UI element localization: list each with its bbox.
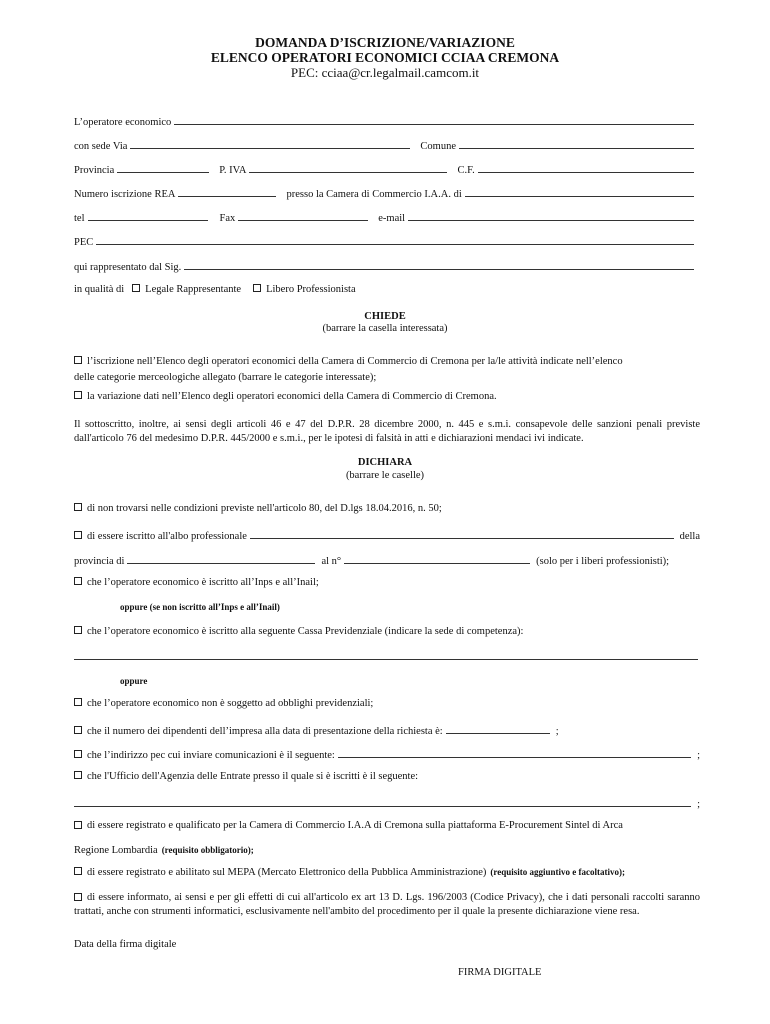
oppure-cassa-text: oppure <box>120 676 148 686</box>
iscrizione-text-cont: delle categorie merceologiche allegato (barrare le categorie interessate); <box>74 372 377 383</box>
email-field[interactable] <box>408 210 694 221</box>
privacy-checkbox[interactable] <box>74 893 82 901</box>
agenzia-entrate-checkbox[interactable] <box>74 771 82 779</box>
row-sede <box>74 138 700 152</box>
variazione-checkbox[interactable] <box>74 391 82 399</box>
libero-label: Libero Professionista <box>266 284 356 295</box>
pec-label: PEC <box>74 237 94 248</box>
data-firma-label: Data della firma digitale <box>74 939 177 950</box>
dichiara-item-4 <box>74 626 700 637</box>
firma-digitale-label: FIRMA DIGITALE <box>458 967 542 978</box>
dichiara-item-3 <box>74 577 700 588</box>
albo-text: di essere iscritto all'albo professionale <box>87 531 247 542</box>
provincia-label: Provincia <box>74 165 115 176</box>
row-qualita <box>74 284 700 295</box>
legale-label: Legale Rappresentante <box>145 284 242 295</box>
camera-field[interactable] <box>465 186 694 197</box>
iscrizione-text: l’iscrizione nell’Elenco degli operatori economici della Camera di Commercio di Cremona per la/le attività indicate nell’elenco <box>87 356 623 367</box>
agenzia-entrate-semicolon: ; <box>697 799 700 810</box>
row-operatore <box>74 114 700 128</box>
dichiara-subtitle: (barrare le caselle) <box>345 470 425 481</box>
rappresentato-label: qui rappresentato dal Sig. <box>74 262 182 273</box>
oppure-cassa <box>120 676 746 686</box>
row-rappresentante <box>74 259 700 273</box>
albo-della: della <box>679 531 700 542</box>
comune-field[interactable] <box>459 138 694 149</box>
sintel-text: di essere registrato e qualificato per la Camera di Commercio I.A.A di Cremona sulla piattaforma E-Procurement Sintel di Arca <box>87 820 623 831</box>
operatore-field[interactable] <box>174 114 694 125</box>
pec-address: PEC: cciaa@cr.legalmail.camcom.it <box>290 65 480 80</box>
cassa-checkbox[interactable] <box>74 626 82 634</box>
rea-field[interactable] <box>178 186 276 197</box>
via-label: con sede Via <box>74 141 128 152</box>
art80-text: di non trovarsi nelle condizioni previste nell'articolo 80, del D.lgs 18.04.2016, n. 50; <box>87 503 442 514</box>
piva-label: P. IVA <box>219 165 247 176</box>
inps-text: che l’operatore economico è iscritto all’Inps e all’Inail; <box>87 577 319 588</box>
albo-checkbox[interactable] <box>74 531 82 539</box>
form-title: DOMANDA D’ISCRIZIONE/VARIAZIONE <box>255 35 515 50</box>
inps-checkbox[interactable] <box>74 577 82 585</box>
comune-label: Comune <box>420 141 457 152</box>
dipendenti-field[interactable] <box>446 723 550 734</box>
dichiara-item-1 <box>74 503 700 514</box>
chiede-title: CHIEDE <box>364 311 406 322</box>
row-pec <box>74 234 700 248</box>
libero-checkbox[interactable] <box>253 284 261 292</box>
camera-label: presso la Camera di Commercio I.A.A. di <box>286 189 462 200</box>
mepa-text: di essere registrato e abilitato sul MEPA (Mercato Elettronico della Pubblica Amministrazione) <box>87 867 487 878</box>
albo-provincia-label: provincia di <box>74 556 125 567</box>
cassa-field[interactable] <box>74 659 698 660</box>
qualita-label: in qualità di <box>74 284 125 295</box>
agenzia-entrate-text: che l'Ufficio dell'Agenzia delle Entrate presso il quale si è iscritti è il seguente: <box>87 771 419 782</box>
via-field[interactable] <box>130 138 410 149</box>
dichiara-item-2-cont <box>74 553 700 567</box>
albo-numero-label: al n° <box>321 556 342 567</box>
dichiara-item-5 <box>74 698 700 709</box>
mepa-requisito: (requisito aggiuntivo e facoltativo); <box>490 867 625 877</box>
mepa-checkbox[interactable] <box>74 867 82 875</box>
dichiara-item-7 <box>74 747 700 761</box>
dipendenti-text: che il numero dei dipendenti dell’impresa alla data di presentazione della richiesta è: <box>87 726 443 737</box>
agenzia-entrate-line <box>74 796 700 810</box>
pec-comunicazioni-text: che l’indirizzo pec cui inviare comunicazioni è il seguente: <box>87 750 335 761</box>
dichiara-item-8 <box>74 771 700 782</box>
tel-label: tel <box>74 213 85 224</box>
fax-label: Fax <box>219 213 236 224</box>
no-previdenza-text: che l’operatore economico non è soggetto ad obblighi previdenziali; <box>87 698 374 709</box>
dipendenti-checkbox[interactable] <box>74 726 82 734</box>
agenzia-entrate-field[interactable] <box>74 796 691 807</box>
row-contatti <box>74 210 700 224</box>
sintel-requisito: (requisito obbligatorio); <box>161 845 254 855</box>
sintel-text-cont: Regione Lombardia <box>74 845 158 856</box>
cassa-text: che l’operatore economico è iscritto alla seguente Cassa Previdenziale (indicare la sede di competenza): <box>87 626 524 637</box>
row-rea <box>74 186 700 200</box>
sintel-checkbox[interactable] <box>74 821 82 829</box>
pec-comunicazioni-semicolon: ; <box>697 750 700 761</box>
firma-digitale <box>458 967 658 978</box>
data-firma <box>74 939 700 950</box>
piva-field[interactable] <box>249 162 447 173</box>
dichiara-item-10 <box>74 867 700 878</box>
form-subtitle: ELENCO OPERATORI ECONOMICI CCIAA CREMONA <box>210 50 560 65</box>
email-label: e-mail <box>378 213 406 224</box>
chiede-option-2 <box>74 391 700 402</box>
dichiara-item-9-cont <box>74 845 700 856</box>
pec-comunicazioni-checkbox[interactable] <box>74 750 82 758</box>
chiede-option-1 <box>74 356 700 367</box>
provincia-field[interactable] <box>117 162 209 173</box>
chiede-option-1-cont <box>74 372 700 383</box>
dpr-declaration: Il sottoscritto, inoltre, ai sensi degli articoli 46 e 47 del D.P.R. 28 dicembre 2000, n. 445 e s.m.i. consapevole delle sanzioni penali previste dall'articolo 76 del medesimo D.P.R. 445/2000 e s.m.i., per le ipotesi di falsità in atti e dichiarazioni mendaci ivi indicate. <box>74 419 700 444</box>
dichiara-item-6 <box>74 723 700 737</box>
iscrizione-checkbox[interactable] <box>74 356 82 364</box>
tel-field[interactable] <box>88 210 208 221</box>
rea-label: Numero iscrizione REA <box>74 189 176 200</box>
albo-field[interactable] <box>250 528 674 539</box>
albo-numero-field[interactable] <box>344 553 530 564</box>
dichiara-item-2 <box>74 528 700 542</box>
cf-label: C.F. <box>457 165 475 176</box>
dichiara-item-11 <box>74 891 700 919</box>
dichiara-title: DICHIARA <box>357 457 413 468</box>
dichiara-item-9 <box>74 819 700 833</box>
operatore-label: L’operatore economico <box>74 117 172 128</box>
no-previdenza-checkbox[interactable] <box>74 698 82 706</box>
privacy-text: di essere informato, ai sensi e per gli effetti di cui all'articolo ex art 13 D. Lgs. 196/2003 (Codice Privacy), che i dati personali raccolti saranno trattati, anche con strumenti informatici, esclusivamente nell'ambito del procedimento per il quale la presente dichiarazione viene resa. <box>74 892 700 917</box>
fax-field[interactable] <box>238 210 368 221</box>
variazione-text: la variazione dati nell’Elenco degli operatori economici della Camera di Commercio di Cremona. <box>87 391 497 402</box>
legale-checkbox[interactable] <box>132 284 140 292</box>
oppure-inps-text: oppure (se non iscritto all’Inps e all’Inail) <box>120 602 280 612</box>
pec-field[interactable] <box>96 234 694 245</box>
chiede-subtitle: (barrare la casella interessata) <box>322 323 448 334</box>
dipendenti-semicolon: ; <box>555 726 559 737</box>
pec-comunicazioni-field[interactable] <box>338 747 691 758</box>
art80-checkbox[interactable] <box>74 503 82 511</box>
oppure-inps <box>120 602 746 612</box>
albo-solo-note: (solo per i liberi professionisti); <box>536 556 670 567</box>
cf-field[interactable] <box>478 162 694 173</box>
rappresentato-field[interactable] <box>184 259 694 270</box>
row-fiscale <box>74 162 700 176</box>
albo-provincia-field[interactable] <box>127 553 315 564</box>
